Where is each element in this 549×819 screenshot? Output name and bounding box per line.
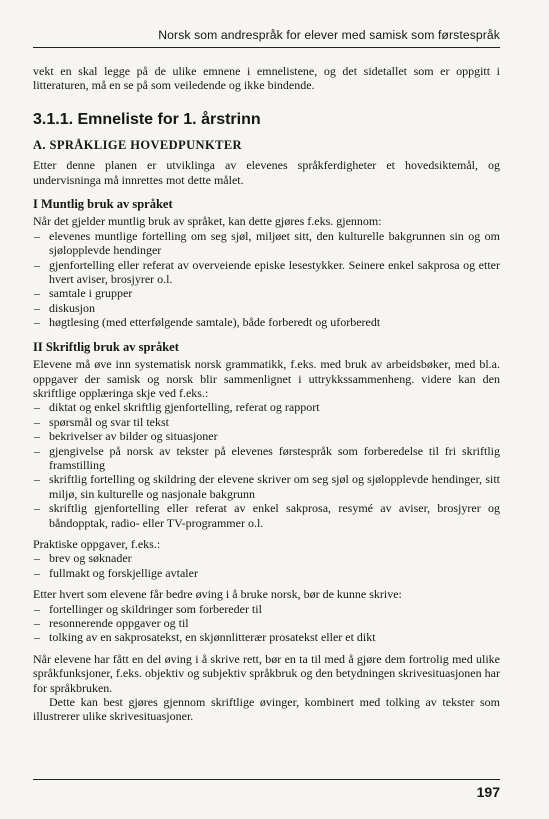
closing-paragraph: Når elevene har fått en del øving i å skrive rett, bør en ta til med å gjøre dem fortrolig med ulike språkfunksjoner, f.eks. objektiv og subjektiv språkbruk og den betydningen skrivesituasjonen har for språkbruken. xyxy=(33,651,500,695)
list-item: – diskusjon xyxy=(33,301,500,315)
list-item: – samtale i grupper xyxy=(33,286,500,300)
list-item: – spørsmål og svar til tekst xyxy=(33,415,500,429)
list-item: – elevenes muntlige fortelling om seg sjøl, miljøet sitt, den kulturelle bakgrunnen sin og om sjølopplevde hendinger xyxy=(33,229,500,258)
intro-paragraph: vekt en skal legge på de ulike emnene i emnelistene, og det sidetallet som er oppgitt i litteraturen, må en se på som veiledende og ikke bindende. xyxy=(33,64,500,93)
page-body xyxy=(33,64,500,724)
list-item: – høgtlesing (med etterfølgende samtale), både forberedt og uforberedt xyxy=(33,315,500,329)
list-item: – diktat og enkel skriftlig gjenfortelling, referat og rapport xyxy=(33,400,500,414)
list-item: – bekrivelser av bilder og situasjoner xyxy=(33,429,500,443)
part-2-heading: II Skriftlig bruk av språket xyxy=(33,339,179,354)
page-number: 197 xyxy=(476,784,500,800)
part-2-lead: Elevene må øve inn systematisk norsk grammatikk, f.eks. med bruk av arbeidsbøker, med bl.a. oppgaver der samisk og norsk blir sammenlignet i uttrykkssammenheng. videre kan den skriftlige opplæringa skje ved f.eks.: xyxy=(33,357,500,400)
subsection-a-heading: A. SPRÅKLIGE HOVEDPUNKTER xyxy=(33,137,242,152)
list-item: – resonnerende oppgaver og til xyxy=(33,616,500,630)
list-item: – gjengivelse på norsk av tekster på elevenes førstespråk som forberedelse til fri skriftlig framstilling xyxy=(33,444,500,473)
practical-tasks-list xyxy=(33,551,500,580)
subsection-a-text: Etter denne planen er utviklinga av elevenes språkferdigheter et hovedsiktemål, og undervisninga må innrettes mot dette målet. xyxy=(33,158,500,187)
part-1-lead: Når det gjelder muntlig bruk av språket, kan dette gjøres f.eks. gjennom: xyxy=(33,214,382,229)
section-title: 3.1.1. Emneliste for 1. årstrinn xyxy=(33,110,261,128)
list-item: – skriftlig fortelling og skildring der elevene skriver om seg sjøl og sjølopplevde hendinger, sitt miljø, sin kulturelle og nasjonale bakgrunn xyxy=(33,472,500,501)
closing-paragraph-continued: Dette kan best gjøres gjennom skriftlige øvinger, kombinert med tolking av tekster som illustrerer ulike skrivesituasjoner. xyxy=(33,695,500,724)
later-writing-lead: Etter hvert som elevene får bedre øving i å bruke norsk, bør de kunne skrive: xyxy=(33,587,402,602)
practical-tasks-lead: Praktiske oppgaver, f.eks.: xyxy=(33,536,161,551)
list-item: – tolking av en sakprosatekst, en skjønnlitterær prosatekst eller et dikt xyxy=(33,630,500,644)
part-1-heading: I Muntlig bruk av språket xyxy=(33,197,173,212)
footer-rule xyxy=(33,779,500,780)
later-writing-list xyxy=(33,602,500,645)
part-1-list xyxy=(33,229,500,330)
list-item: – fortellinger og skildringer som forbereder til xyxy=(33,602,500,616)
list-item: – skriftlig gjenfortelling eller referat av enkel sakprosa, resymé av aviser, brosjyrer og båndopptak, radio- eller TV-programmer o.l. xyxy=(33,501,500,530)
running-head: Norsk som andrespråk for elever med samisk som førstespråk xyxy=(158,28,500,42)
list-item: – fullmakt og forskjellige avtaler xyxy=(33,566,500,580)
part-2-list xyxy=(33,400,500,530)
header-rule xyxy=(33,47,500,48)
list-item: – brev og søknader xyxy=(33,551,500,565)
list-item: – gjenfortelling eller referat av overveiende episke lesestykker. Seinere enkel sakprosa og etter hvert aviser, brosjyrer o.l. xyxy=(33,258,500,287)
